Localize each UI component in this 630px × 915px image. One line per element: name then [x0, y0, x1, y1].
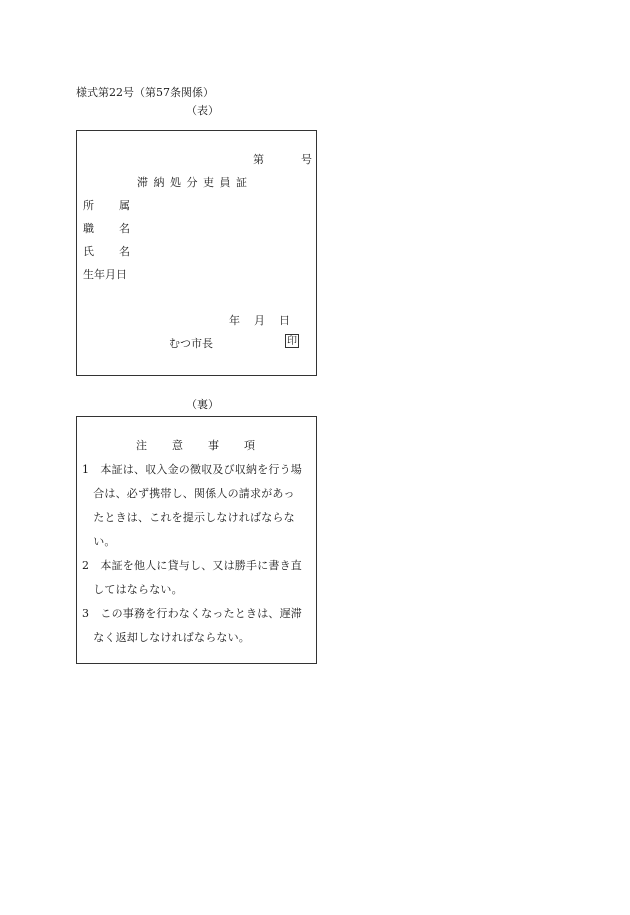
field-position-label-a: 職	[83, 222, 94, 235]
note-line: たときは、これを提示しなければならな	[82, 511, 295, 524]
note-line: なく返却しなければならない。	[82, 631, 250, 644]
card-number-prefix: 第	[253, 153, 264, 166]
notes-heading-char: 意	[172, 439, 183, 452]
note-line: い。	[82, 535, 116, 548]
form-number: 様式第22号（第57条関係）	[76, 86, 214, 99]
field-name-label-a: 氏	[83, 245, 94, 258]
note-line: 2 本証を他人に貸与し、又は勝手に書き直	[82, 559, 302, 572]
field-affiliation-label-b: 属	[119, 199, 130, 212]
note-line: 合は、必ず携帯し、関係人の請求があっ	[82, 487, 295, 500]
issuer: むつ市長	[169, 337, 213, 350]
field-affiliation-label-a: 所	[83, 199, 94, 212]
field-position-label-b: 名	[119, 222, 130, 235]
field-birthdate-label: 生年月日	[83, 268, 127, 281]
field-name-label-b: 名	[119, 245, 130, 258]
notes-heading-char: 注	[136, 439, 147, 452]
date-day: 日	[279, 314, 290, 327]
seal-mark: 印	[287, 336, 297, 347]
note-line: 3 この事務を行わなくなったときは、遅滞	[82, 607, 302, 620]
date-year: 年	[229, 314, 240, 327]
note-line: 1 本証は、収入金の徴収及び収納を行う場	[82, 463, 302, 476]
notes-heading-char: 項	[244, 439, 255, 452]
back-side-label: （裏）	[186, 398, 219, 411]
card-title: 滞 納 処 分 吏 員 証	[137, 176, 248, 189]
back-card	[76, 416, 317, 664]
note-line: してはならない。	[82, 583, 183, 596]
notes-heading-char: 事	[208, 439, 219, 452]
front-card	[76, 130, 317, 376]
date-month: 月	[254, 314, 265, 327]
card-number-suffix: 号	[301, 153, 312, 166]
front-side-label: （表）	[186, 104, 219, 117]
